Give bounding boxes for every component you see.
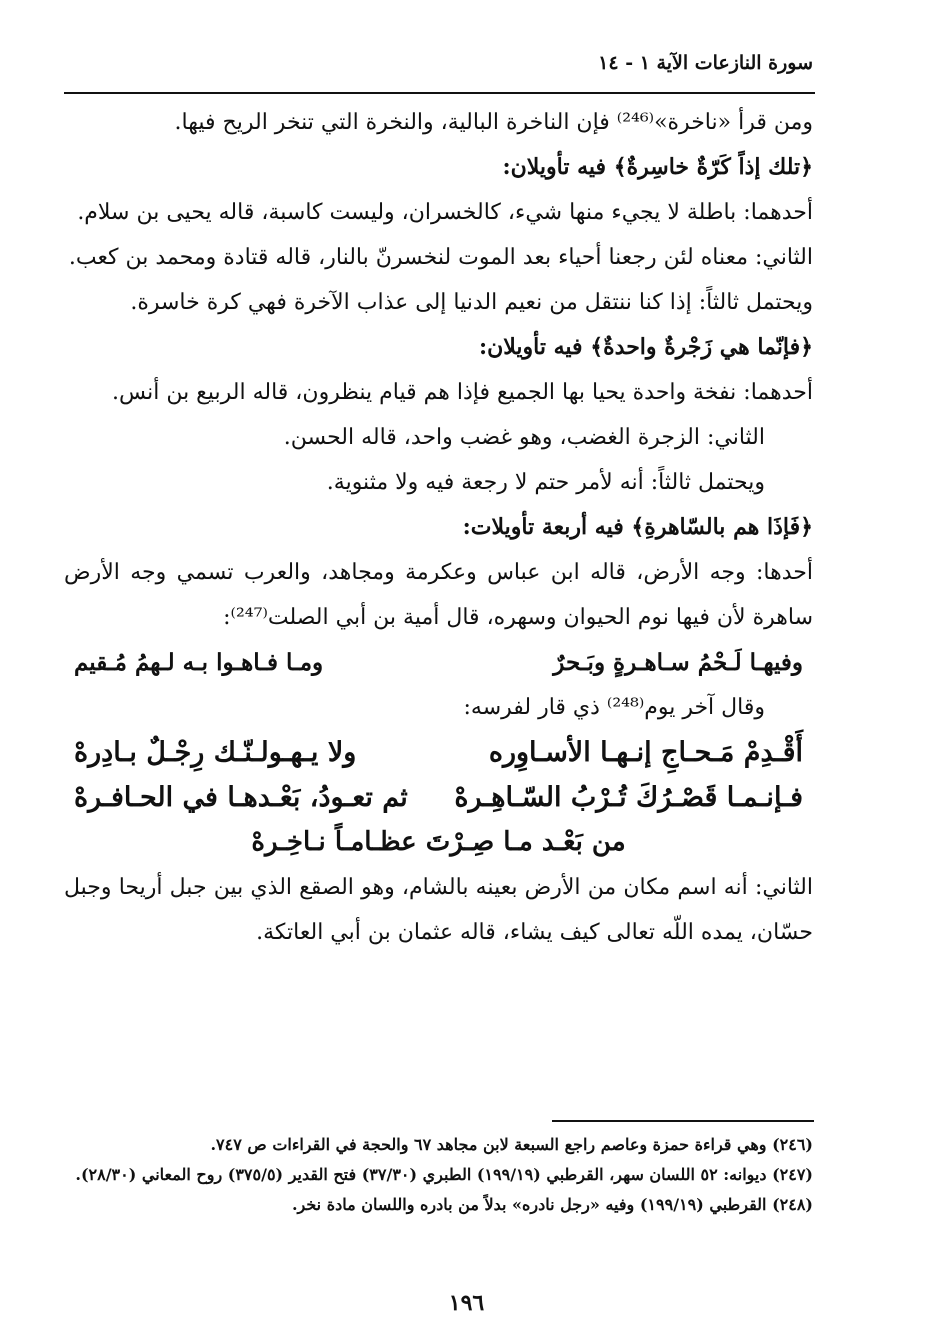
paragraph: الثاني: معناه لئن رجعنا أحياء بعد الموت لنخسرنّ بالنار، قاله قتادة ومحمد بن كعب. xyxy=(68,245,813,270)
poem-hemistich-first: وفيهـا لَـحْمُ سـاهـرةٍ وبَـحرٌ xyxy=(553,649,803,676)
footnote-248: (٢٤٨) القرطبي (١٩٩/١٩) وفيه «رجل نادره» بدلاً من بادره واللسان مادة نخر. xyxy=(291,1195,813,1214)
main-text xyxy=(64,100,813,955)
verse-heading: ﴿تلك إذاً كَرّةٌ خاسِرةٌ﴾ فيه تأويلان: xyxy=(502,154,813,180)
footnotes xyxy=(64,1130,813,1220)
page-number: ١٩٦ xyxy=(448,1290,485,1316)
paragraph: ويحتمل ثالثاً: إذا كنا ننتقل من نعيم الدنيا إلى عذاب الآخرة فهي كرة خاسرة. xyxy=(130,290,813,315)
poem-hemistich-first: أَقْـدِمْ مَـحـاجِ إنـهـا الأسـاوِره xyxy=(488,737,803,768)
paragraph: ويحتمل ثالثاً: أنه لأمر حتم لا رجعة فيه ولا مثنوية. xyxy=(326,470,765,495)
paragraph: أحدها: وجه الأرض، قاله ابن عباس وعكرمة ومجاهد، والعرب تسمي وجه الأرض ساهرة لأن فيها نوم الحيوان وسهره، قال أمية بن أبي الصلت⁽²⁴⁷⁾: xyxy=(64,560,813,630)
poem-hemistich-second: ومـا فـاهـوا بـه لـهمُ مُـقيم xyxy=(74,649,324,676)
poem-hemistich-second: ولا يـهـولـنّـك رِجْـلٌ بـادِرهْ xyxy=(74,737,357,768)
poem-hemistich-second: ثم تعـودُ، بَعْـدهـا في الحـافـرهْ xyxy=(74,782,408,813)
running-header: سورة النازعات الآية ١ - ١٤ xyxy=(598,52,813,74)
paragraph: أحدهما: باطلة لا يجيء منها شيء، كالخسران، وليست كاسبة، قاله يحيى بن سلام. xyxy=(77,200,813,225)
poem-line-centered: من بَعْـد مـا صِـرْتَ عظـامـاً نـاخِـرهْ xyxy=(251,827,626,857)
poem-line xyxy=(64,640,813,685)
poem-line xyxy=(64,775,813,820)
paragraph: ومن قرأ «ناخرة»⁽²⁴⁶⁾ فإن الناخرة البالية، والنخرة التي تنخر الريح فيها. xyxy=(174,110,813,135)
header-rule xyxy=(64,92,815,94)
paragraph: وقال آخر يوم⁽²⁴⁸⁾ ذي قار لفرسه: xyxy=(463,695,765,720)
footnote-rule xyxy=(552,1120,814,1122)
footnote-247: (٢٤٧) ديوانه: ٥٢ اللسان سهر، القرطبي (١٩٩/١٩) الطبري (٣٧/٣٠) فتح القدير (٣٧٥/٥) روح المعاني (٢٨/٣٠). xyxy=(75,1165,813,1184)
poem-hemistich-first: فـإنـمـا قَصْـرُكَ تُـرْبُ السّـاهِـرهْ xyxy=(454,782,803,813)
verse-heading: ﴿فَإذَا هم بالسّاهرةِ﴾ فيه أربعة تأويلات: xyxy=(462,514,813,540)
footnote-246: (٢٤٦) وهي قراءة حمزة وعاصم راجع السبعة لابن مجاهد ٦٧ والحجة في القراءات ص ٧٤٧. xyxy=(210,1135,813,1154)
paragraph: الثاني: الزجرة الغضب، وهو غضب واحد، قاله الحسن. xyxy=(283,425,765,450)
verse-heading: ﴿فإنّما هي زَجْرةٌ واحدةٌ﴾ فيه تأويلان: xyxy=(478,334,813,360)
paragraph: الثاني: أنه اسم مكان من الأرض بعينه بالشام، وهو الصقع الذي بين جبل أريحا وجبل حسّان، يمده اللّه تعالى كيف يشاء، قاله عثمان بن أبي العاتكة. xyxy=(64,875,813,945)
paragraph: أحدهما: نفخة واحدة يحيا بها الجميع فإذا هم قيام ينظرون، قاله الربيع بن أنس. xyxy=(112,380,813,405)
poem-line xyxy=(64,730,813,775)
